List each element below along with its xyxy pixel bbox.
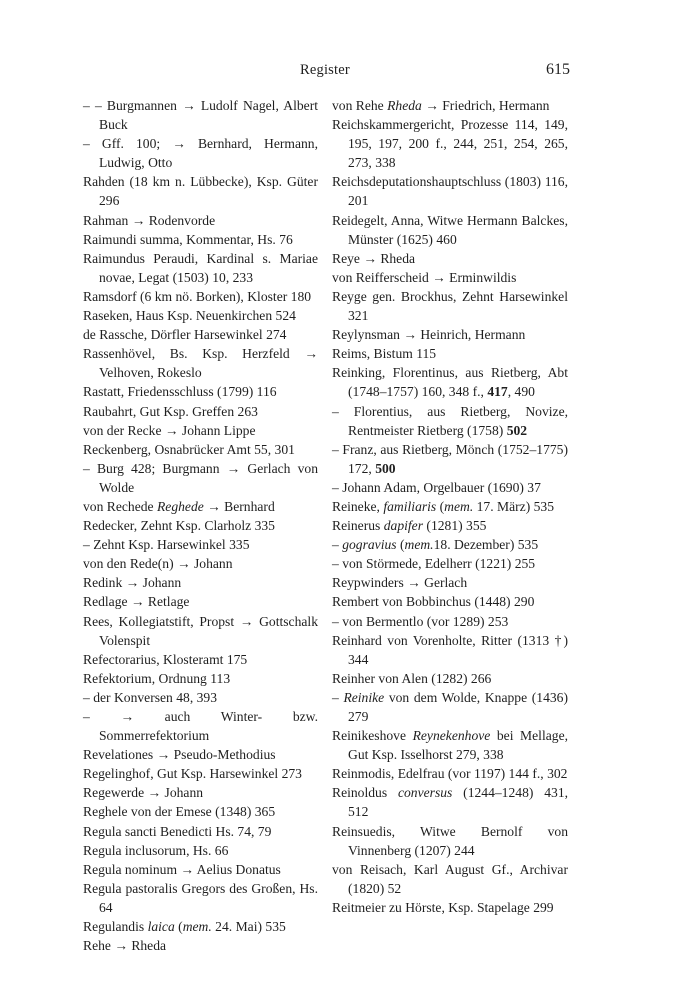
index-entry: von Rehe Rheda → Friedrich, Hermann: [332, 98, 550, 113]
index-entry: Reichsdeputationshauptschluss (1803) 116, 201: [332, 174, 568, 209]
page-header: [0, 60, 700, 84]
index-entry: Reinsuedis, Witwe Bernolf von Vinnenberg (1207) 244: [332, 823, 568, 858]
index-entry: Reylynsman → Heinrich, Hermann: [332, 327, 526, 343]
index-entry: von Rechede Reghede → Bernhard: [83, 498, 275, 514]
index-column-right: [332, 96, 568, 917]
index-entry: – Johann Adam, Orgelbauer (1690) 37: [332, 479, 541, 495]
index-entry: Raimundus Peraudi, Kardinal s. Mariae novae, Legat (1503) 10, 233: [83, 250, 318, 285]
index-entry: Regula inclusorum, Hs. 66: [83, 842, 229, 858]
index-entry: Raimundi summa, Kommentar, Hs. 76: [83, 231, 293, 247]
index-entry: – Burg 428; Burgmann → Gerlach von Wolde: [83, 460, 318, 495]
index-entry: Rees, Kollegiatstift, Propst → Gottschalk Volenspit: [83, 613, 318, 648]
index-entry: von Reifferscheid → Erminwildis: [332, 269, 517, 285]
index-entry: Refektorium, Ordnung 113: [83, 670, 231, 686]
index-entry: von den Rede(n) → Johann: [83, 556, 233, 572]
index-entry: Reinikeshove Reynekenhove bei Mellage, Gut Ksp. Isselhorst 279, 338: [332, 728, 568, 763]
index-entry: Reinhard von Vorenholte, Ritter (1313 †) 344: [332, 632, 568, 667]
index-entry: Regula nominum → Aelius Donatus: [83, 861, 281, 877]
index-entry: Regula pastoralis Gregors des Großen, Hs. 64: [83, 880, 318, 915]
index-entry: Reinking, Florentinus, aus Rietberg, Abt (1748–1757) 160, 348 f., 417, 490: [332, 365, 568, 400]
index-entry: – gogravius (mem.18. Dezember) 535: [332, 537, 539, 553]
index-entry: – Reinike von dem Wolde, Knappe (1436) 279: [332, 689, 568, 724]
index-entry: Redlage → Retlage: [83, 594, 190, 610]
index-entry: Rahden (18 km n. Lübbecke), Ksp. Güter 296: [83, 174, 318, 209]
index-entry: Reinher von Alen (1282) 266: [332, 670, 492, 686]
index-entry: Redink → Johann: [83, 575, 182, 591]
index-entry: Rembert von Bobbinchus (1448) 290: [332, 594, 535, 610]
index-entry: Raubahrt, Gut Ksp. Greffen 263: [83, 403, 258, 419]
index-entry: Reichskammergericht, Prozesse 114, 149, 195, 197, 200 f., 244, 251, 254, 265, 273, 338: [332, 117, 568, 171]
index-entry: – – Burgmannen → Ludolf Nagel, Albert Buck: [83, 98, 318, 133]
index-entry: Redecker, Zehnt Ksp. Clarholz 335: [83, 518, 275, 534]
index-entry: von Reisach, Karl August Gf., Archivar (1820) 52: [332, 861, 568, 896]
index-entry: – Gff. 100; → Bernhard, Hermann, Ludwig, Otto: [83, 136, 318, 171]
index-entry: Revelationes → Pseudo-Methodius: [83, 747, 276, 763]
index-entry: de Rassche, Dörfler Harsewinkel 274: [83, 327, 287, 343]
index-column-left: [83, 96, 318, 955]
index-entry: von der Recke → Johann Lippe: [83, 422, 256, 438]
index-entry: Rahman → Rodenvorde: [83, 212, 216, 228]
page-number: 615: [546, 61, 570, 78]
index-entry: Reidegelt, Anna, Witwe Hermann Balckes, Münster (1625) 460: [332, 212, 568, 247]
index-entry: – von Bermentlo (vor 1289) 253: [332, 613, 509, 629]
index-entry: – Florentius, aus Rietberg, Novize, Rentmeister Rietberg (1758) 502: [332, 403, 568, 438]
index-entry: Reypwinders → Gerlach: [332, 575, 468, 591]
index-entry: Reinoldus conversus (1244–1248) 431, 512: [332, 785, 569, 820]
index-entry: Reghele von der Emese (1348) 365: [83, 804, 276, 820]
index-entry: Regewerde → Johann: [83, 785, 204, 801]
index-entry: Rastatt, Friedensschluss (1799) 116: [83, 384, 277, 400]
index-entry: – Franz, aus Rietberg, Mönch (1752–1775) 172, 500: [332, 441, 568, 476]
index-entry: Rehe → Rheda: [83, 938, 167, 954]
index-entry: Refectorarius, Klosteramt 175: [83, 651, 248, 667]
running-title: Register: [300, 62, 350, 78]
index-entry: – Zehnt Ksp. Harsewinkel 335: [83, 537, 250, 553]
index-entry: Regula sancti Benedicti Hs. 74, 79: [83, 823, 272, 839]
index-entry: Regulandis laica (mem. 24. Mai) 535: [83, 919, 286, 935]
index-entry: Reineke, familiaris (mem. 17. März) 535: [332, 498, 555, 514]
index-entry: Raseken, Haus Ksp. Neuenkirchen 524: [83, 308, 296, 324]
index-entry: Rassenhövel, Bs. Ksp. Herzfeld → Velhoven, Rokeslo: [83, 346, 318, 381]
index-entry: Ramsdorf (6 km nö. Borken), Kloster 180: [83, 288, 312, 304]
index-entry: Reinmodis, Edelfrau (vor 1197) 144 f., 302: [332, 766, 568, 782]
index-entry: Reckenberg, Osnabrücker Amt 55, 301: [83, 441, 295, 457]
index-entry: Reye → Rheda: [332, 250, 416, 266]
index-entry: Regelinghof, Gut Ksp. Harsewinkel 273: [83, 766, 302, 782]
index-entry: – → auch Winter- bzw. Sommerrefektorium: [83, 709, 318, 744]
index-entry: – der Konversen 48, 393: [83, 689, 218, 705]
index-entry: – von Störmede, Edelherr (1221) 255: [332, 556, 536, 572]
index-entry: Reitmeier zu Hörste, Ksp. Stapelage 299: [332, 899, 554, 915]
index-entry: Reyge gen. Brockhus, Zehnt Harsewinkel 321: [332, 288, 568, 324]
index-entry: Reinerus dapifer (1281) 355: [332, 518, 487, 534]
index-entry: Reims, Bistum 115: [332, 346, 437, 362]
